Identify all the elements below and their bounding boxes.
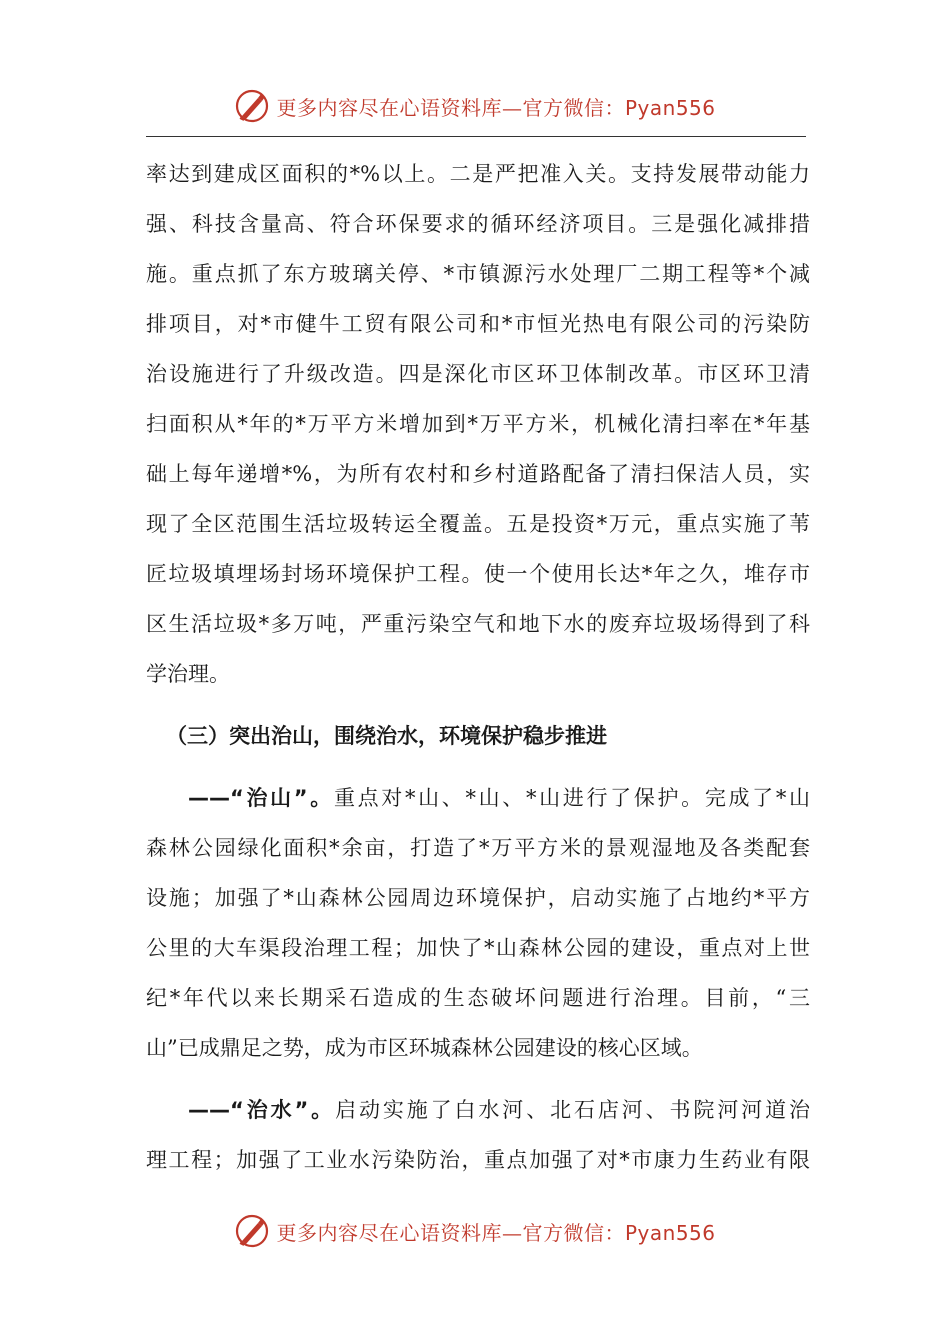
text-line: 础上每年递增*%，为所有农村和乡村道路配备了清扫保洁人员，实 [146, 462, 810, 486]
text-line: 公里的大车渠段治理工程；加快了*山森林公园的建设，重点对上世 [146, 936, 810, 960]
text-line: 区生活垃圾*多万吨，严重污染空气和地下水的废弃垃圾场得到了科 [146, 612, 810, 636]
text-line: ——“治水”。启动实施了白水河、北石店河、书院河河道治 [188, 1098, 810, 1122]
header-watermark [0, 82, 950, 130]
text-line: 匠垃圾填埋场封场环境保护工程。使一个使用长达*年之久，堆存市 [146, 562, 810, 586]
section-heading: （三）突出治山，围绕治水，环境保护稳步推进 [166, 724, 607, 748]
pen-logo-icon [234, 1213, 270, 1249]
text-line: 治设施进行了升级改造。四是深化市区环卫体制改革。市区环卫清 [146, 362, 810, 386]
text-line: 排项目，对*市健牛工贸有限公司和*市恒光热电有限公司的污染防 [146, 312, 810, 336]
text-line: 率达到建成区面积的*%以上。二是严把准入关。支持发展带动能力 [146, 162, 810, 186]
footer-watermark [0, 1207, 950, 1255]
text-line: 强、科技含量高、符合环保要求的循环经济项目。三是强化减排措 [146, 212, 810, 236]
watermark-banner [234, 1213, 715, 1249]
watermark-text: 更多内容尽在心语资料库—官方微信：Pyan556 [276, 95, 716, 120]
subheading-zhishan: ——“治山”。 [188, 786, 334, 810]
paragraph-2 [146, 773, 810, 1073]
watermark-text: 更多内容尽在心语资料库—官方微信：Pyan556 [276, 1220, 716, 1245]
watermark-banner [234, 88, 715, 124]
text-line: 纪*年代以来长期采石造成的生态破坏问题进行治理。目前，“三 [146, 986, 810, 1010]
pen-logo-icon [234, 88, 270, 124]
paragraph-1 [146, 149, 810, 699]
text-line: 学治理。 [146, 662, 230, 686]
text-line: ——“治山”。重点对*山、*山、*山进行了保护。完成了*山 [188, 786, 810, 810]
text-line: 理工程；加强了工业水污染防治，重点加强了对*市康力生药业有限 [146, 1148, 810, 1172]
document-body [146, 149, 810, 1185]
text-line: 设施；加强了*山森林公园周边环境保护，启动实施了占地约*平方 [146, 886, 810, 910]
paragraph-3 [146, 1085, 810, 1185]
text-line: 山”已成鼎足之势，成为市区环城森林公园建设的核心区域。 [146, 1036, 703, 1060]
header-divider [146, 136, 806, 137]
text-line: 森林公园绿化面积*余亩，打造了*万平方米的景观湿地及各类配套 [146, 836, 810, 860]
subheading-zhishui: ——“治水”。 [188, 1098, 336, 1122]
text-line: 扫面积从*年的*万平方米增加到*万平方米，机械化清扫率在*年基 [146, 412, 810, 436]
text-line: 现了全区范围生活垃圾转运全覆盖。五是投资*万元，重点实施了苇 [146, 512, 810, 536]
text-line: 施。重点抓了东方玻璃关停、*市镇源污水处理厂二期工程等*个减 [146, 262, 810, 286]
